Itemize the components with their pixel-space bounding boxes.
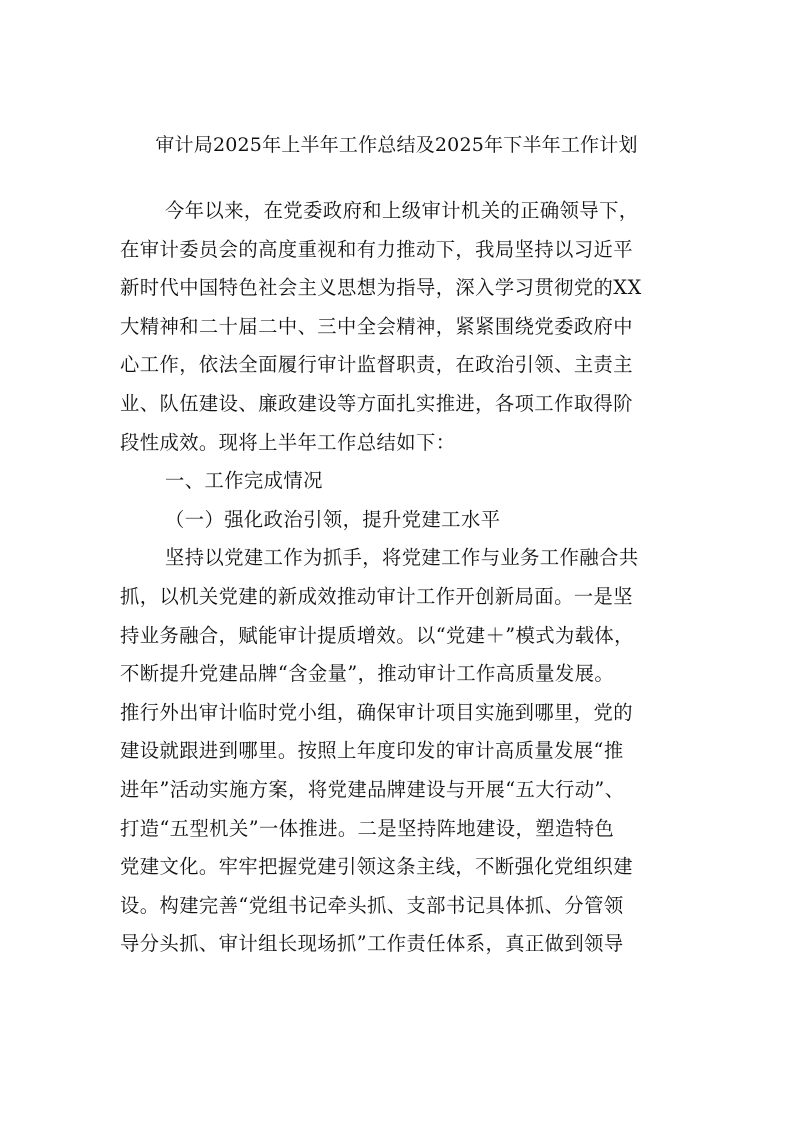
- subsection-heading: （一）强化政治引领，提升党建工水平: [165, 507, 501, 531]
- paragraph-line: 业、队伍建设、廉政建设等方面扎实推进，各项工作取得阶: [120, 391, 634, 415]
- document-body: [120, 192, 686, 964]
- paragraph-line: 今年以来，在党委政府和上级审计机关的正确领导下，: [165, 199, 639, 222]
- section-heading: 一、工作完成情况: [165, 469, 323, 493]
- paragraph-line: 坚持以党建工作为抓手，将党建工作与业务工作融合共: [165, 546, 639, 570]
- paragraph-line: 党建文化。牢牢把握党建引领这条主线，不断强化党组织建: [120, 855, 634, 879]
- paragraph-line: 持业务融合，赋能审计提质增效。以“党建＋”模式为载体，: [120, 623, 634, 647]
- paragraph-line: 心工作，依法全面履行审计监督职责，在政治引领、主责主: [120, 353, 634, 377]
- paragraph-line: 推行外出审计临时党小组，确保审计项目实施到哪里，党的: [120, 700, 634, 724]
- paragraph-line: 导分头抓、审计组长现场抓”工作责任体系，真正做到领导: [120, 932, 624, 956]
- document-title: 审计局2025年上半年工作总结及2025年下半年工作计划: [155, 134, 638, 156]
- paragraph-line: 在审计委员会的高度重视和有力推动下，我局坚持以习近平: [120, 237, 634, 261]
- paragraph-line: 建设就跟进到哪里。按照上年度印发的审计高质量发展“推: [120, 739, 624, 763]
- paragraph-line: 打造“五型机关”一体推进。二是坚持阵地建设，塑造特色: [120, 816, 615, 840]
- paragraph-line: 进年”活动实施方案，将党建品牌建设与开展“五大行动”、: [120, 777, 625, 801]
- paragraph-line: 抓，以机关党建的新成效推动审计工作开创新局面。一是坚: [120, 584, 634, 608]
- paragraph-line: 不断提升党建品牌“含金量”，推动审计工作高质量发展。: [120, 662, 615, 686]
- paragraph-line: 新时代中国特色社会主义思想为指导，深入学习贯彻党的XX: [120, 276, 642, 300]
- paragraph-line: 段性成效。现将上半年工作总结如下：: [120, 430, 456, 454]
- paragraph-line: 设。构建完善“党组书记牵头抓、支部书记具体抓、分管领: [120, 893, 624, 917]
- paragraph-line: 大精神和二十届二中、三中全会精神，紧紧围绕党委政府中: [120, 314, 634, 338]
